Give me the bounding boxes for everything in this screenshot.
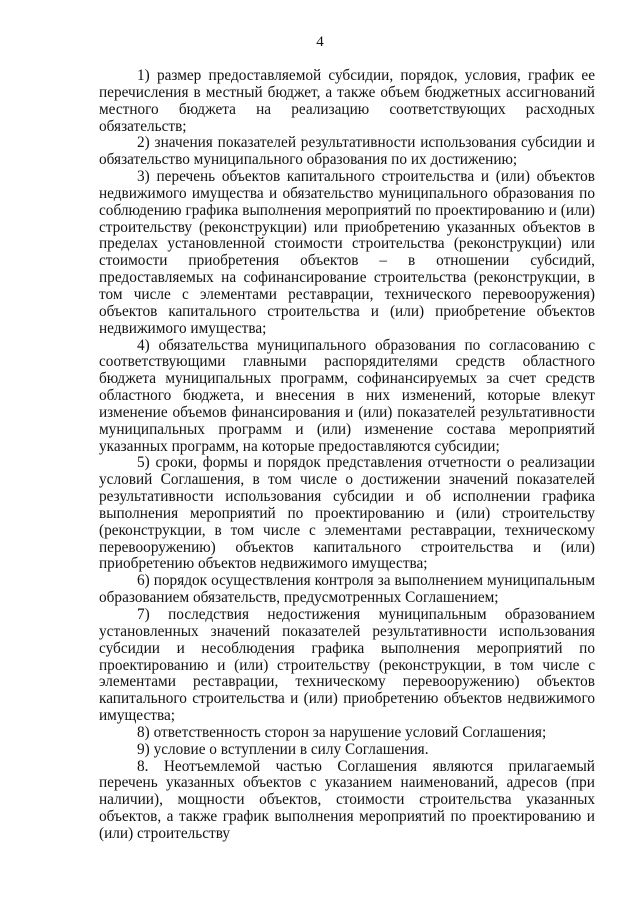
paragraph-item-5: 5) сроки, формы и порядок представления отчетности о реализации условий Соглашения, в том числе о достижении значений показателей результативности использования субсидии и об исполнении графика выполнения мероприятий по проектированию и (или) строительству (реконструкции, в том числе с элементами реставрации, техническому перевооружению) объектов капитального строительства и (или) приобретению объектов недвижимого имущества; xyxy=(99,454,595,573)
page-number: 4 xyxy=(316,34,324,50)
paragraph-item-3: 3) перечень объектов капитального строительства и (или) объектов недвижимого имущества и обязательство муниципального образования по соблюдению графика выполнения мероприятий по проектированию и (или) строительству (реконструкции) или приобретению указанных объектов в пределах установленной стоимости строительства (реконструкции) или стоимости приобретения объектов – в отношении субсидий, предоставляемых на софинансирование строительства (реконструкции, в том числе с элементами реставрации, технического перевооружения) объектов капитального строительства и (или) приобретение объектов недвижимого имущества; xyxy=(99,168,595,337)
paragraph-item-1: 1) размер предоставляемой субсидии, порядок, условия, график ее перечисления в местный бюджет, а также объем бюджетных ассигнований местного бюджета на реализацию соответствующих расходных обязательств; xyxy=(99,67,595,135)
paragraph-item-4: 4) обязательства муниципального образования по согласованию с соответствующими главными распорядителями средств областного бюджета муниципальных программ, софинансируемых за счет средств областного бюджета, и внесения в них изменений, которые влекут изменение объемов финансирования и (или) показателей результативности муниципальных программ и (или) изменение состава мероприятий указанных программ, на которые предоставляются субсидии; xyxy=(99,336,595,455)
paragraph-item-7: 7) последствия недостижения муниципальным образованием установленных значений показателей результативности использования субсидии и несоблюдения графика выполнения мероприятий по проектированию и (или) строительству (реконструкции, в том числе с элементами реставрации, техническому перевооружению) объектов капитального строительства и (или) приобретению объектов недвижимого имущества; xyxy=(99,606,595,725)
paragraph-item-8: 8) ответственность сторон за нарушение условий Соглашения; xyxy=(137,723,547,741)
paragraph-item-2: 2) значения показателей результативности использования субсидии и обязательство муниципального образования по их достижению; xyxy=(99,134,595,169)
paragraph-item-9: 9) условие о вступлении в силу Соглашения. xyxy=(137,740,429,758)
document-body xyxy=(99,68,595,843)
paragraph-section-8: 8. Неотъемлемой частью Соглашения являются прилагаемый перечень указанных объектов с указанием наименований, адресов (при наличии), мощности объектов, стоимости строительства указанных объектов, а также график выполнения мероприятий по проектированию и (или) строительству xyxy=(99,757,595,842)
paragraph-item-6: 6) порядок осуществления контроля за выполнением муниципальным образованием обязательств, предусмотренных Соглашением; xyxy=(99,572,595,607)
